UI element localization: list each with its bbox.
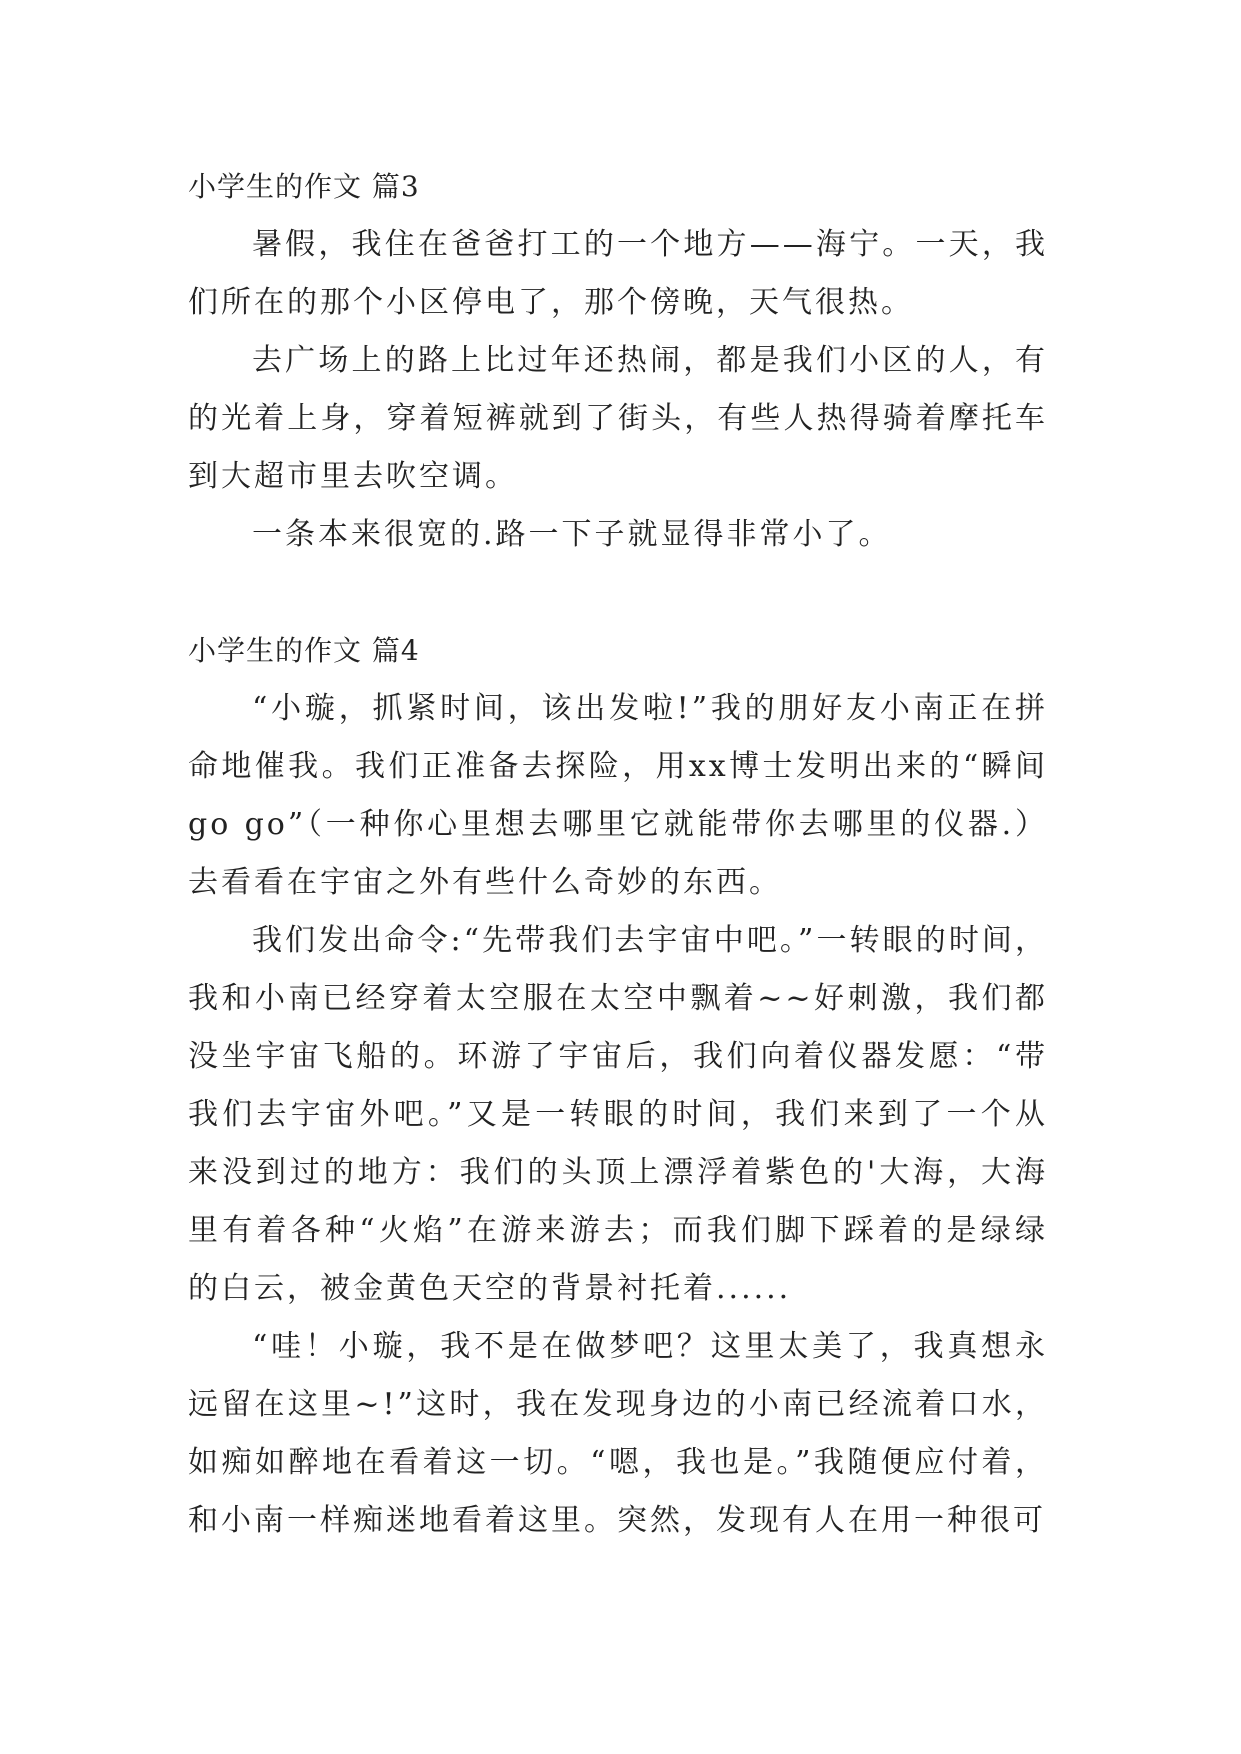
paragraph: 我们发出命令:“先带我们去宇宙中吧。”一转眼的时间，我和小南已经穿着太空服在太空中飘着~~好刺激，我们都没坐宇宙飞船的。环游了宇宙后，我们向着仪器发愿：“带我们去宇宙外吧。”又是一转眼的时间，我们来到了一个从来没到过的地方：我们的头顶上漂浮着紫色的'大海，大海里有着各种“火焰”在游来游去；而我们脚下踩着的是绿绿的白云，被金黄色天空的背景衬托着......	[188, 923, 1048, 1306]
paragraph: “小璇，抓紧时间，该出发啦!”我的朋好友小南正在拼命地催我。我们正准备去探险，用xx博士发明出来的“瞬间go go”（一种你心里想去哪里它就能带你去哪里的仪器.）去看看在宇宙之外有些什么奇妙的东西。	[188, 691, 1048, 900]
essay-section-4	[188, 622, 1048, 1550]
section-heading: 小学生的作文 篇3	[188, 170, 420, 203]
essay-section-3	[188, 158, 1048, 564]
paragraph: “哇！小璇，我不是在做梦吧？这里太美了，我真想永远留在这里~!”这时，我在发现身边的小南已经流着口水，如痴如醉地在看着这一切。“嗯，我也是。”我随便应付着，和小南一样痴迷地看着这里。突然，发现有人在用一种很可	[188, 1329, 1048, 1538]
paragraph: 去广场上的路上比过年还热闹，都是我们小区的人，有的光着上身，穿着短裤就到了街头，有些人热得骑着摩托车到大超市里去吹空调。	[188, 343, 1048, 494]
paragraph: 一条本来很宽的.路一下子就显得非常小了。	[252, 517, 892, 552]
paragraph: 暑假，我住在爸爸打工的一个地方——海宁。一天，我们所在的那个小区停电了，那个傍晚，天气很热。	[188, 227, 1048, 320]
section-heading: 小学生的作文 篇4	[188, 634, 420, 667]
